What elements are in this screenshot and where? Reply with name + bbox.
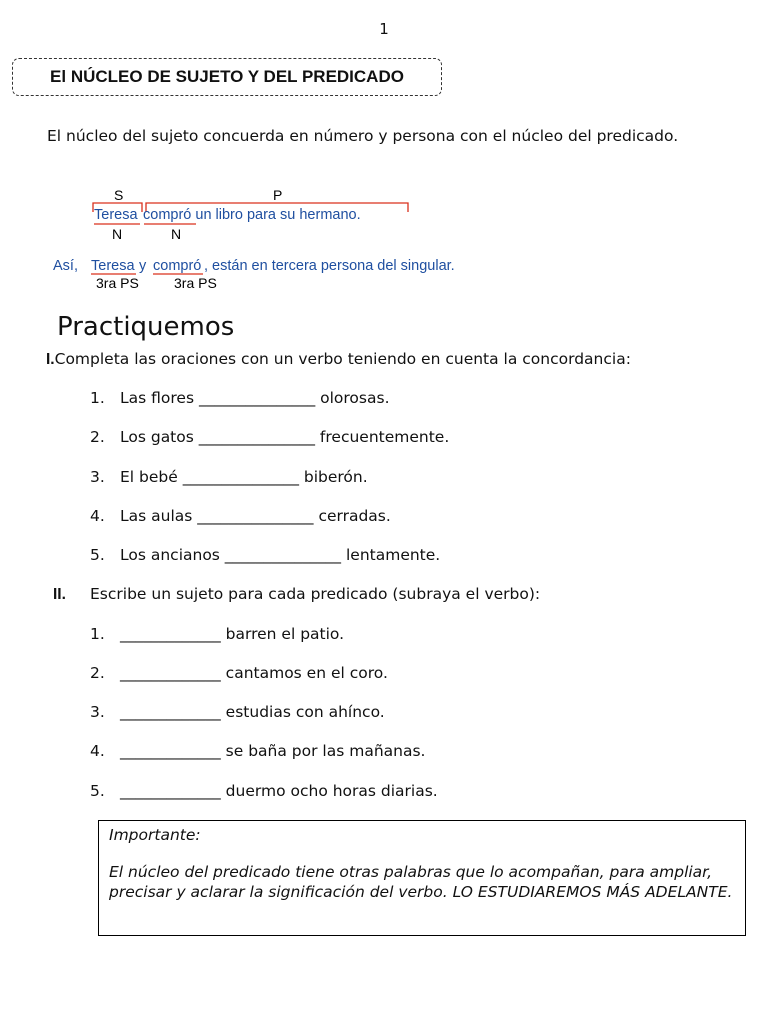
word-teresa: Teresa xyxy=(91,258,135,274)
note-body: El núcleo del predicado tiene otras palabras que lo acompañan, para ampliar, precisar y aclarar la significación del verbo. LO ESTUDIAREMOS MÁS ADELANTE. xyxy=(109,863,733,901)
list-item: 4. _____________ se baña por las mañanas. xyxy=(90,742,426,760)
list-item: 2. Los gatos _______________ frecuentemente. xyxy=(90,428,450,446)
practice-heading: Practiquemos xyxy=(57,312,235,342)
list-item: 3. _____________ estudias con ahínco. xyxy=(90,703,385,721)
list-item: 4. Las aulas _______________ cerradas. xyxy=(90,507,391,525)
asi-rest: , están en tercera persona del singular. xyxy=(204,258,455,274)
list-item: 5. _____________ duermo ocho horas diarias. xyxy=(90,782,438,800)
section1-instruction xyxy=(46,350,631,369)
section2-instruction xyxy=(53,585,540,604)
word-y: y xyxy=(139,258,147,274)
predicate-label: P xyxy=(273,187,283,203)
nucleus-label-subject: N xyxy=(112,226,123,242)
nucleus-label-predicate: N xyxy=(171,226,182,242)
subject-label: S xyxy=(114,187,124,203)
page-title: El NÚCLEO DE SUJETO Y DEL PREDICADO xyxy=(50,67,404,86)
list-item: 5. Los ancianos _______________ lentamente. xyxy=(90,546,441,564)
list-item: 1. _____________ barren el patio. xyxy=(90,625,345,643)
important-note-box xyxy=(98,820,746,936)
concordance-diagram xyxy=(50,182,490,297)
title-box xyxy=(12,58,442,96)
section2-roman: II. xyxy=(53,586,66,603)
page-number: 1 xyxy=(379,20,389,38)
section2-instruction-text: Escribe un sujeto para cada predicado (subraya el verbo): xyxy=(90,585,541,603)
list-item: 1. Las flores _______________ olorosas. xyxy=(90,389,390,407)
section1-roman: I. xyxy=(46,351,55,368)
asi-word: Así, xyxy=(53,258,78,274)
person-label-1: 3ra PS xyxy=(96,275,139,291)
sentence-subject: Teresa xyxy=(94,207,138,223)
word-compro: compró xyxy=(153,258,202,274)
person-label-2: 3ra PS xyxy=(174,275,217,291)
list-item: 3. El bebé _______________ biberón. xyxy=(90,468,368,486)
note-heading: Importante: xyxy=(109,826,201,844)
list-item: 2. _____________ cantamos en el coro. xyxy=(90,664,388,682)
section1-instruction-text: Completa las oraciones con un verbo teniendo en cuenta la concordancia: xyxy=(54,350,631,368)
sentence-predicate: compró un libro para su hermano. xyxy=(143,207,361,223)
intro-paragraph: El núcleo del sujeto concuerda en número y persona con el núcleo del predicado. xyxy=(47,127,679,145)
